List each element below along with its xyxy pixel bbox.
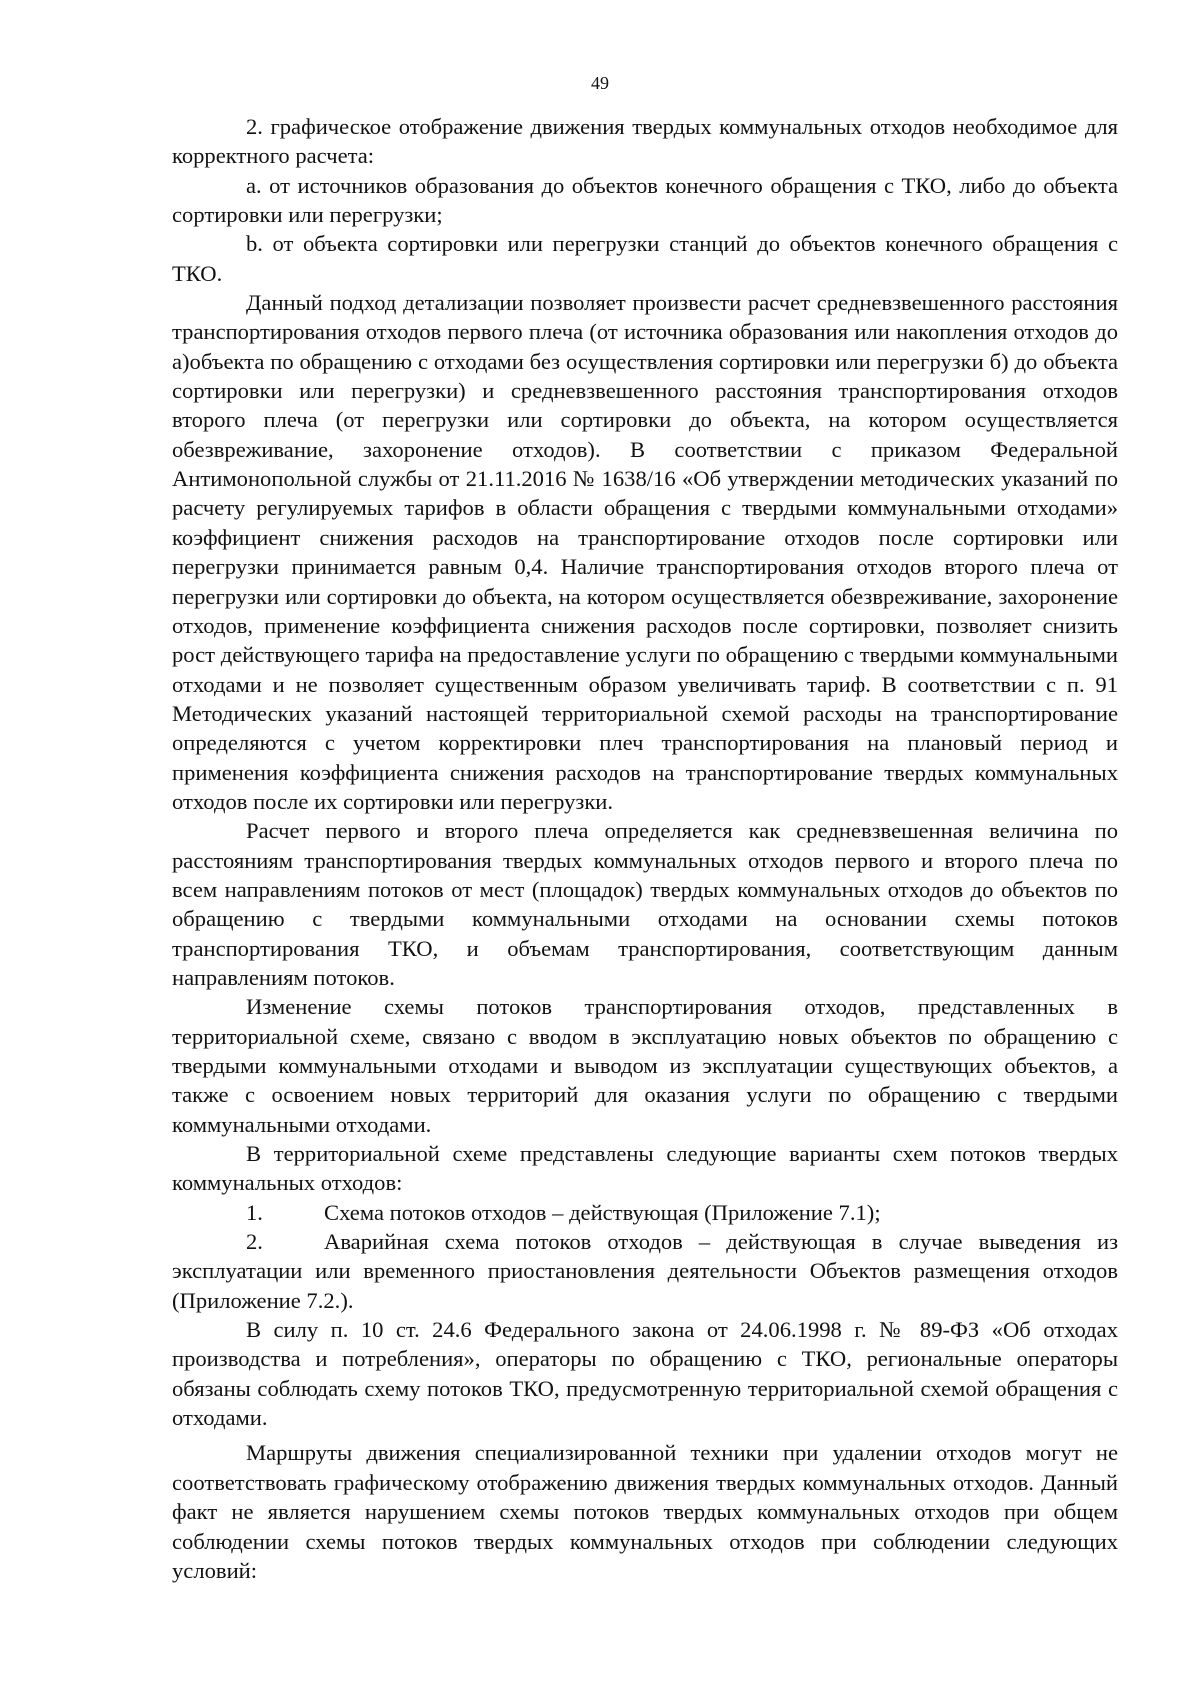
page-number: 49 <box>591 73 609 93</box>
paragraph-federal-law: В силу п. 10 ст. 24.6 Федерального закона от 24.06.1998 г. № 89-ФЗ «Об отходах производства и потребления», операторы по обращению с ТКО, региональные операторы обязаны соблюдать схему потоков ТКО, предусмотренную территориальной схемой обращения с отходами. <box>172 1317 1118 1431</box>
paragraph-scheme-change: Изменение схемы потоков транспортирования отходов, представленных в территориальной схеме, связано с вводом в эксплуатацию новых объектов по обращению с твердыми коммунальными отходами и выводом из эксплуатации существующих объектов, а также с освоением новых территорий для оказания услуги по обращению с твердыми коммунальными отходами. <box>172 994 1118 1137</box>
list-item <box>172 1198 1118 1227</box>
list-item-number: 2. <box>246 1229 263 1255</box>
list-item-number: 1. <box>246 1199 263 1225</box>
paragraph-detailing-approach: Данный подход детализации позволяет произвести расчет средневзвешенного расстояния транспортирования отходов первого плеча (от источника образования или накопления отходов до а)объекта по обращению с отходами без осуществления сортировки или перегрузки б) до объекта сортировки или перегрузки) и средневзвешенного расстояния транспортирования отходов второго плеча (от перегрузки или сортировки до объекта, на котором осуществляется обезвреживание, захоронение отходов). В соответствии с приказом Федеральной Антимонопольной службы от 21.11.2016 № 1638/16 «Об утверждении методических указаний по расчету регулируемых тарифов в области обращения с твердыми коммунальными отходами» коэффициент снижения расходов на транспортирование отходов после сортировки или перегрузки принимается равным 0,4. Наличие транспортирования отходов второго плеча от перегрузки или сортировки до объекта, на котором осуществляется обезвреживание, захоронение отходов, применение коэффициента снижения расходов после сортировки, позволяет снизить рост действующего тарифа на предоставление услуги по обращению с твердыми коммунальными отходами и не позволяет существенным образом увеличивать тариф. В соответствии с п. 91 Методических указаний настоящей территориальной схемой расходы на транспортирование определяются с учетом корректировки плеч транспортирования на плановый период и применения коэффициента снижения расходов на транспортирование твердых коммунальных отходов после их сортировки или перегрузки. <box>172 290 1118 814</box>
list-item-text: Аварийная схема потоков отходов – действующая в случае выведения из эксплуатации или временного приостановления деятельности Объектов размещения отходов (Приложение 7.2.). <box>172 1229 1118 1313</box>
paragraph-routes: Маршруты движения специализированной техники при удалении отходов могут не соответствовать графическому отображению движения твердых коммунальных отходов. Данный факт не является нарушением схемы потоков твердых коммунальных отходов при общем соблюдении схемы потоков твердых коммунальных отходов при соблюдении следующих условий: <box>172 1440 1118 1583</box>
paragraph-graphic-display: 2. графическое отображение движения твердых коммунальных отходов необходимое для корректного расчета: <box>172 114 1118 169</box>
list-item <box>172 1227 1118 1315</box>
paragraph-item-b: b. от объекта сортировки или перегрузки станций до объектов конечного обращения с ТКО. <box>172 231 1118 286</box>
paragraph-shoulder-calculation: Расчет первого и второго плеча определяется как средневзвешенная величина по расстояниям транспортирования твердых коммунальных отходов первого и второго плеча по всем направлениям потоков от мест (площадок) твердых коммунальных отходов до объектов по обращению с твердыми коммунальными отходами на основании схемы потоков транспортирования ТКО, и объемам транспортирования, соответствующим данным направлениям потоков. <box>172 818 1118 990</box>
paragraph-item-a: a. от источников образования до объектов конечного обращения с ТКО, либо до объекта сортировки или перегрузки; <box>172 172 1118 228</box>
list-item-text: Схема потоков отходов – действующая (Приложение 7.1); <box>324 1199 881 1225</box>
document-body <box>172 112 1118 1585</box>
paragraph-scheme-variants: В территориальной схеме представлены следующие варианты схем потоков твердых коммунальных отходов: <box>172 1141 1118 1196</box>
